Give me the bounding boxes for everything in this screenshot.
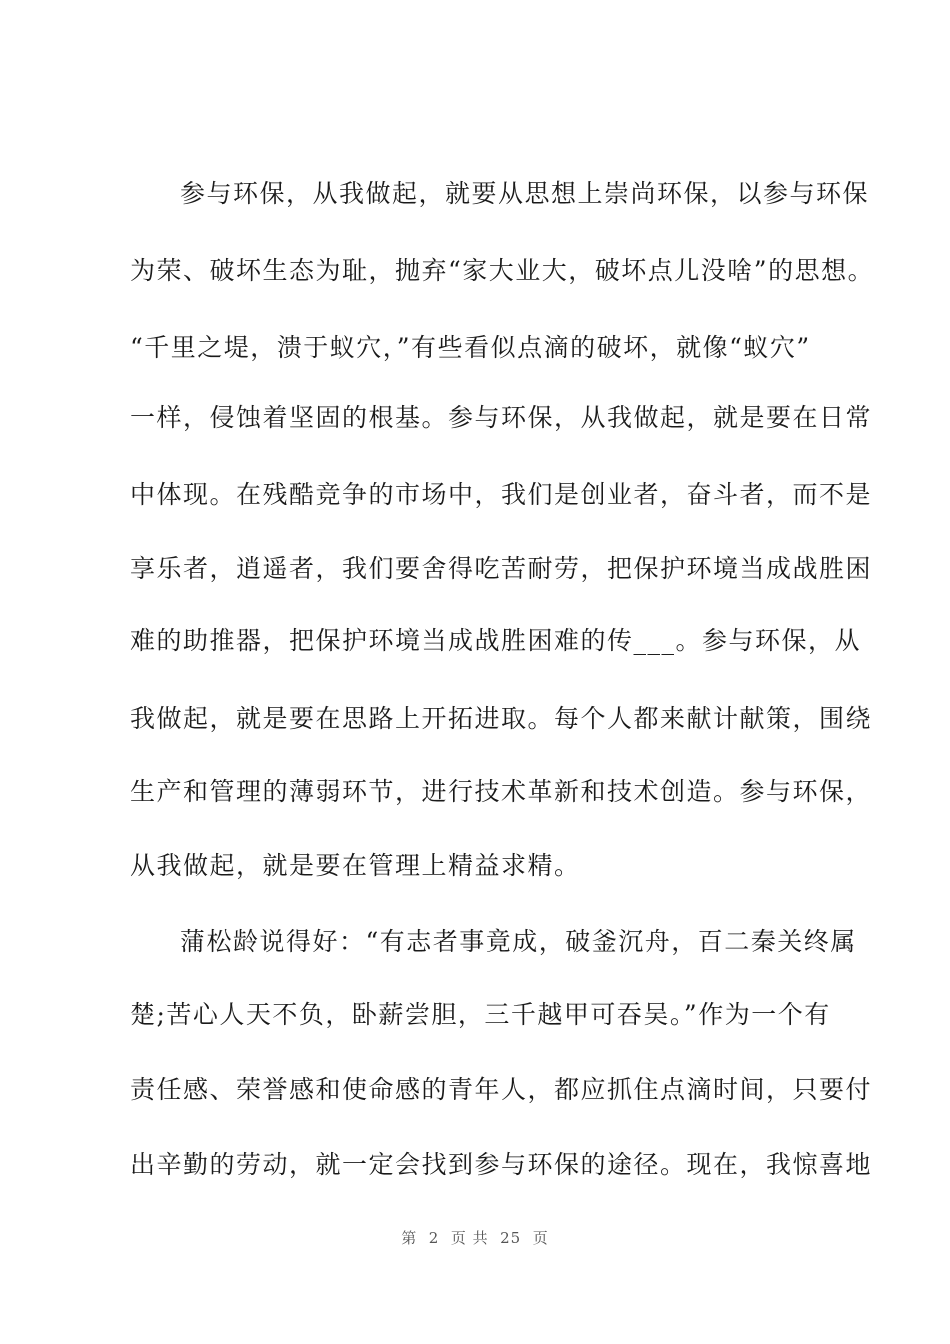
paragraph-line: 出辛勤的劳动，就一定会找到参与环保的途径。现在，我惊喜地 <box>130 1150 873 1179</box>
paragraph-line: 生产和管理的薄弱环节，进行技术革新和技术创造。参与环保， <box>130 777 873 806</box>
paragraph-line: 参与环保，从我做起，就要从思想上崇尚环保，以参与环保 <box>180 179 870 208</box>
paragraph-line: 楚;苦心人天不负，卧薪尝胆，三千越甲可吞吴。”作为一个有 <box>130 1000 831 1029</box>
paragraph-line: 难的助推器，把保护环境当成战胜困难的传___。参与环保，从 <box>130 626 862 655</box>
paragraph-line: 享乐者，逍遥者，我们要舍得吃苦耐劳，把保护环境当成战胜困 <box>130 554 873 583</box>
paragraph-line: 责任感、荣誉感和使命感的青年人，都应抓住点滴时间，只要付 <box>130 1075 873 1104</box>
paragraph-line: 中体现。在残酷竞争的市场中，我们是创业者，奋斗者，而不是 <box>130 480 873 509</box>
paragraph-line: 蒲松龄说得好：“有志者事竟成，破釜沉舟，百二秦关终属 <box>180 927 857 956</box>
paragraph-line: 我做起，就是要在思路上开拓进取。每个人都来献计献策，围绕 <box>130 704 873 733</box>
paragraph-line: 一样，侵蚀着坚固的根基。参与环保，从我做起，就是要在日常 <box>130 403 873 432</box>
paragraph-line: “千里之堤，溃于蚁穴，”有些看似点滴的破坏，就像“蚁穴” <box>130 333 811 362</box>
paragraph-line: 从我做起，就是要在管理上精益求精。 <box>130 851 581 880</box>
page-number-footer: 第 2 页 共 25 页 <box>401 1229 549 1247</box>
paragraph-line: 为荣、破坏生态为耻，抛弃“家大业大，破坏点儿没啥”的思想。 <box>130 256 875 285</box>
